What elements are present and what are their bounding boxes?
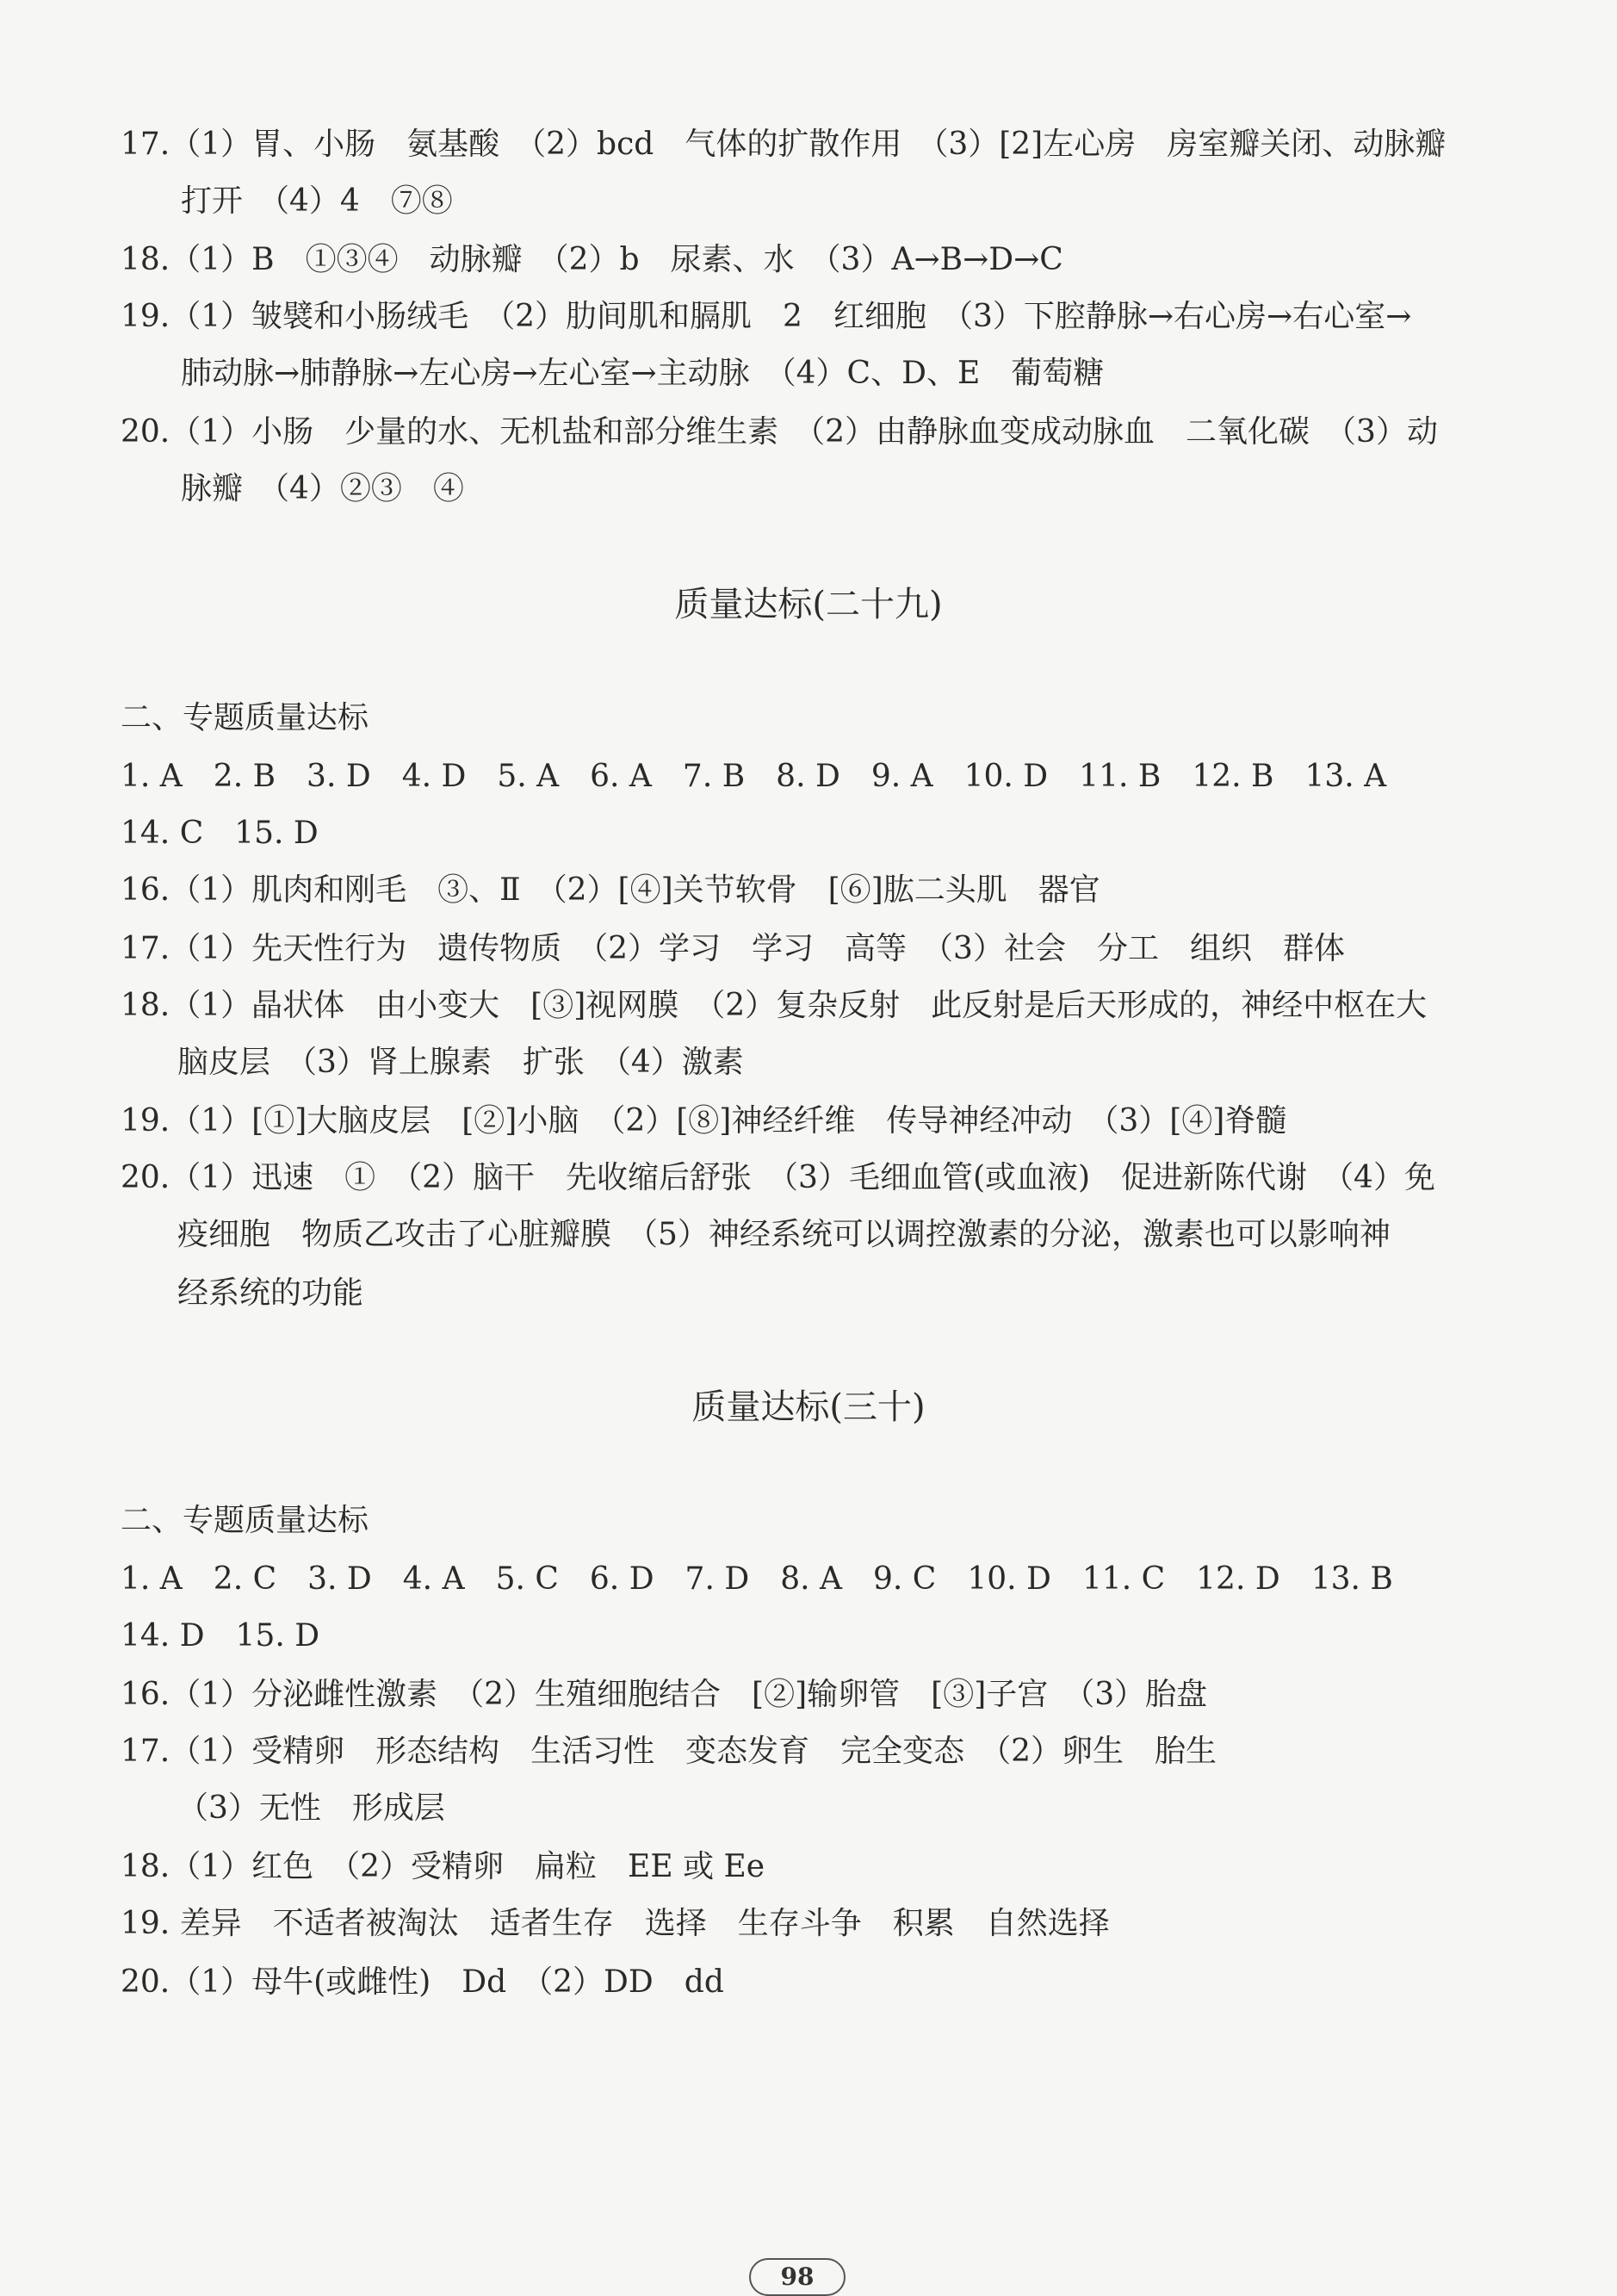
page-number: 98	[749, 2258, 846, 2296]
answer-19-line1: 19.（1）皱襞和小肠绒毛 （2）肋间肌和膈肌 2 红细胞 （3）下腔静脉→右心房→右心室→	[121, 299, 1412, 334]
s29-answer-17: 17.（1）先天性行为 遗传物质 （2）学习 学习 高等 （3）社会 分工 组织 群体	[121, 931, 1345, 966]
answer-18: 18.（1）B ①③④ 动脉瓣 （2）b 尿素、水 （3）A→B→D→C	[121, 242, 1063, 277]
s29-answer-16: 16.（1）肌肉和刚毛 ③、Ⅱ （2）[④]关节软骨 [⑥]肱二头肌 器官	[121, 872, 1100, 908]
s30-mc-line1: 1. A 2. C 3. D 4. A 5. C 6. D 7. D 8. A 9. C 10. D 11. C 12. D 13. B	[121, 1561, 1393, 1597]
answer-20-line1: 20.（1）小肠 少量的水、无机盐和部分维生素 （2）由静脉血变成动脉血 二氧化碳 （3）动	[121, 414, 1438, 450]
s29-answer-19: 19.（1）[①]大脑皮层 [②]小脑 （2）[⑧]神经纤维 传导神经冲动 （3）[④]脊髓	[121, 1103, 1287, 1139]
s30-answer-16: 16.（1）分泌雌性激素 （2）生殖细胞结合 [②]输卵管 [③]子宫 （3）胎盘	[121, 1677, 1208, 1712]
s30-answer-17-line2: （3）无性 形成层	[177, 1790, 445, 1826]
s29-answer-20-line2: 疫细胞 物质乙攻击了心脏瓣膜 （5）神经系统可以调控激素的分泌，激素也可以影响神	[177, 1217, 1391, 1252]
answer-17-line2: 打开 （4）4 ⑦⑧	[181, 183, 453, 219]
section-29-subtitle: 二、专题质量达标	[121, 700, 369, 735]
s29-answer-20-line3: 经系统的功能	[177, 1275, 364, 1311]
s29-answer-18-line2: 脑皮层 （3）肾上腺素 扩张 （4）激素	[177, 1045, 744, 1080]
s30-answer-17-line1: 17.（1）受精卵 形态结构 生活习性 变态发育 完全变态 （2）卵生 胎生	[121, 1734, 1217, 1769]
s29-answer-18-line1: 18.（1）晶状体 由小变大 [③]视网膜 （2）复杂反射 此反射是后天形成的，神经中枢在大	[121, 988, 1428, 1023]
s30-answer-18: 18.（1）红色 （2）受精卵 扁粒 EE 或 Ee	[121, 1849, 765, 1884]
s29-mc-line2: 14. C 15. D	[121, 816, 319, 851]
section-30-subtitle: 二、专题质量达标	[121, 1503, 369, 1538]
s30-answer-19: 19. 差异 不适者被淘汰 适者生存 选择 生存斗争 积累 自然选择	[121, 1906, 1110, 1941]
answer-20-line2: 脉瓣 （4）②③ ④	[181, 471, 464, 506]
s30-mc-line2: 14. D 15. D	[121, 1618, 320, 1654]
s30-answer-20: 20.（1）母牛(或雌性) Dd （2）DD dd	[121, 1964, 724, 2000]
s29-answer-20-line1: 20.（1）迅速 ① （2）脑干 先收缩后舒张 （3）毛细血管(或血液) 促进新陈代谢 （4）免	[121, 1160, 1435, 1195]
section-29-title: 质量达标(二十九)	[674, 585, 943, 624]
section-30-title: 质量达标(三十)	[691, 1387, 926, 1427]
s29-mc-line1: 1. A 2. B 3. D 4. D 5. A 6. A 7. B 8. D 9. A 10. D 11. B 12. B 13. A	[121, 759, 1387, 794]
answer-17-line1: 17.（1）胃、小肠 氨基酸 （2）bcd 气体的扩散作用 （3）[2]左心房 房室瓣关闭、动脉瓣	[121, 127, 1447, 162]
answer-19-line2: 肺动脉→肺静脉→左心房→左心室→主动脉 （4）C、D、E 葡萄糖	[181, 356, 1105, 391]
